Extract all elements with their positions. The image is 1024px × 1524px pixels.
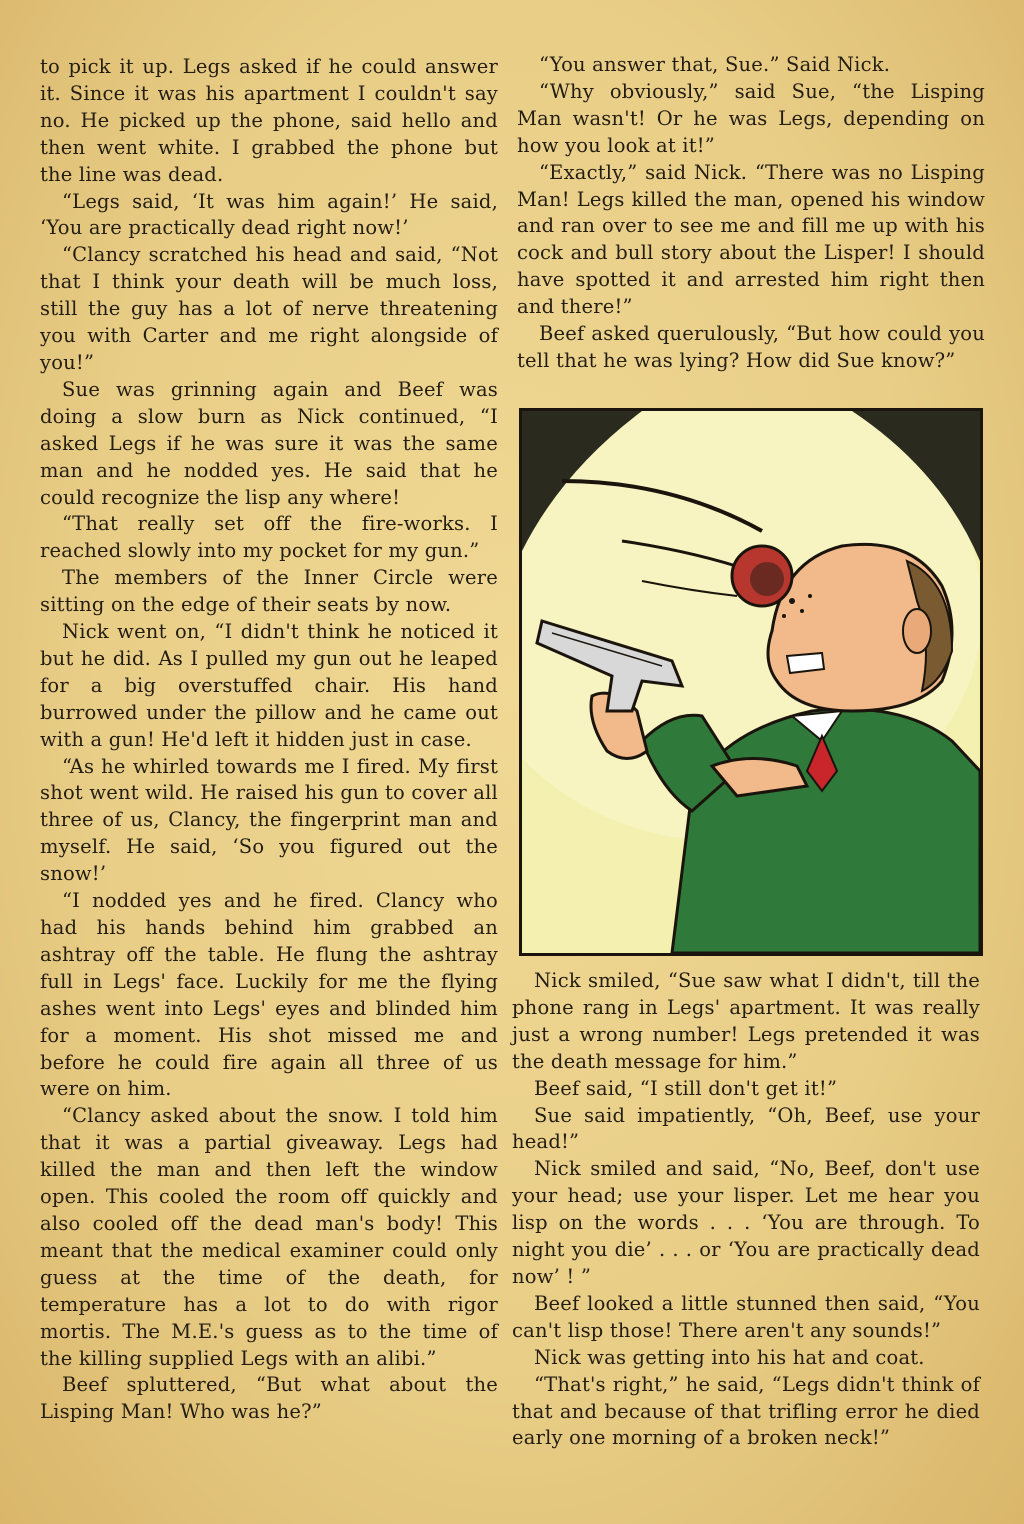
paragraph: Nick smiled, “Sue saw what I didn't, till the phone rang in Legs' apartment. It was really just a wrong number! Legs pretended it was the death message for him.” [512,969,980,1073]
paragraph: Beef asked querulously, “But how could you tell that he was lying? How did Sue know?” [517,322,985,372]
paragraph: “Clancy asked about the snow. I told him that it was a partial giveaway. Legs had killed the man and then left the window open. This cooled the room off quickly and also cooled off the dead man's body! This meant that the medical examiner could only guess at the time of the death, for temperature has a lot to do with rigor mortis. The M.E.'s guess as to the time of the killing supplied Legs with an alibi.” [40,1104,498,1370]
paragraph: Beef looked a little stunned then said, “You can't lisp those! There aren't any sounds!” [512,1291,980,1342]
paragraph: Nick smiled and said, “No, Beef, don't use your head; use your lisper. Let me hear you lisp on the words . . . ‘You are through. To night you die’ . . . or ‘You are practically dead now’ ! ” [512,1157,980,1288]
paragraph: “Legs said, ‘It was him again!’ He said, ‘You are practically dead right now!’ [40,189,498,240]
paragraph: Sue said impatiently, “Oh, Beef, use your head!” [512,1103,980,1154]
paragraph: Beef said, “I still don't get it!” [534,1076,838,1100]
illustration-man-hit-by-ashtray [522,411,980,953]
paragraph: to pick it up. Legs asked if he could answer it. Since it was his apartment I couldn't say no. He picked up the phone, said hello and then went white. I grabbed the phone but the line was dead. [40,55,498,186]
right-text-column-bottom [512,968,980,1452]
left-text-column [40,54,498,1426]
paragraph: “Exactly,” said Nick. “There was no Lisping Man! Legs killed the man, opened his window and ran over to see me and fill me up with his cock and bull story about the Lisper! I should have spotted it and arrested him right then and there!” [517,160,985,319]
paragraph: “I nodded yes and he fired. Clancy who had his hands behind him grabbed an ashtray off the table. He flung the ashtray full in Legs' face. Luckily for me the flying ashes went into Legs' eyes and blinded him for a moment. His shot missed me and before he could fire again all three of us were on him. [40,889,498,1101]
paragraph: “As he whirled towards me I fired. My first shot went wild. He raised his gun to cover all three of us, Clancy, the fingerprint man and myself. He said, ‘So you figured out the snow!’ [40,754,498,886]
right-text-column-top [517,52,985,375]
paragraph: “You answer that, Sue.” Said Nick. [539,53,891,76]
paragraph: “That really set off the fire-works. I reached slowly into my pocket for my gun.” [40,512,498,563]
paragraph: “That's right,” he said, “Legs didn't think of that and because of that trifling error he died early one morning of a broken neck!” [512,1372,980,1450]
comic-illustration-panel [519,408,983,956]
paragraph: “Clancy scratched his head and said, “Not that I think your death will be much loss, still the guy has a lot of nerve threatening you with Carter and me right alongside of you!” [40,243,498,374]
paragraph: “Why obviously,” said Sue, “the Lisping Man wasn't! Or he was Legs, depending on how you look at it!” [517,79,985,157]
paragraph: Sue was grinning again and Beef was doing a slow burn as Nick continued, “I asked Legs if he was sure it was the same man and he nodded yes. He said that he could recognize the lisp any where! [40,377,498,509]
paragraph: Nick went on, “I didn't think he noticed it but he did. As I pulled my gun out he leaped for a big overstuffed chair. His hand burrowed under the pillow and he came out with a gun! He'd left it hidden just in case. [40,620,498,751]
paragraph: Nick was getting into his hat and coat. [534,1345,925,1369]
paragraph: The members of the Inner Circle were sitting on the edge of their seats by now. [40,566,498,617]
gritted-teeth [787,653,824,673]
paragraph: Beef spluttered, “But what about the Lisping Man! Who was he?” [40,1373,498,1424]
